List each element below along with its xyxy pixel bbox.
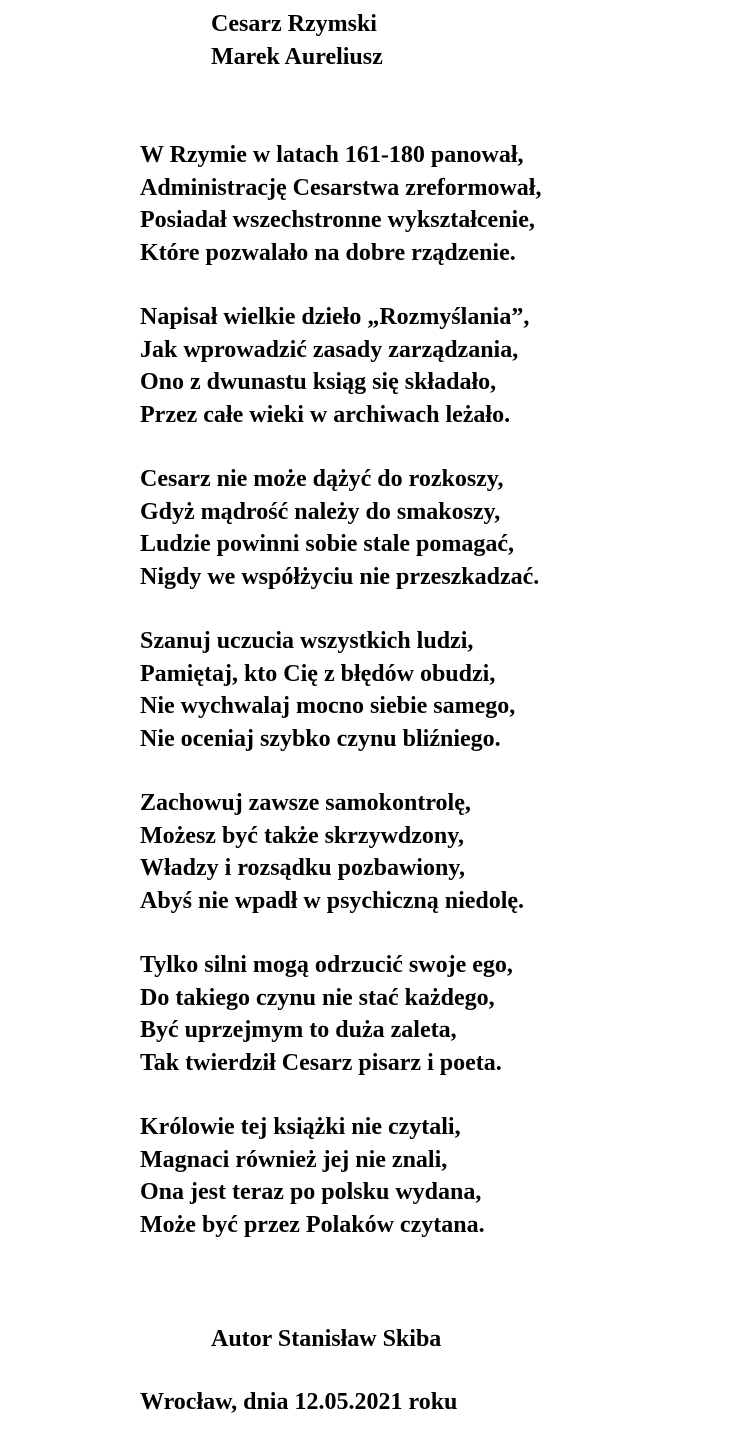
place-and-date: Wrocław, dnia 12.05.2021 roku (140, 1389, 458, 1415)
verse-line: Być uprzejmym to duża zaleta, (140, 1017, 457, 1043)
stanza-7 (140, 1111, 541, 1241)
verse-line: Posiadał wszechstronne wykształcenie, (140, 207, 535, 233)
verse-line: Ludzie powinni sobie stale pomagać, (140, 531, 515, 557)
subtitle-line: Marek Aureliusz (211, 44, 383, 70)
poem-body (140, 139, 541, 1273)
stanza-1 (140, 139, 541, 269)
poem-title (211, 8, 383, 74)
verse-line: Nie oceniaj szybko czynu bliźniego. (140, 725, 501, 752)
stanza-2 (140, 301, 541, 431)
verse-line: Magnaci również jej nie znali, (140, 1146, 448, 1173)
verse-line: Gdyż mądrość należy do smakoszy, (140, 498, 501, 525)
verse-line: Pamiętaj, kto Cię z błędów obudzi, (140, 660, 496, 687)
verse-line: W Rzymie w latach 161-180 panował, (140, 142, 524, 168)
verse-line: Do takiego czynu nie stać każdego, (140, 984, 495, 1011)
author-signature: Autor Stanisław Skiba (211, 1326, 442, 1352)
verse-line: Które pozwalało na dobre rządzenie. (140, 239, 516, 266)
verse-line: Możesz być także skrzywdzony, (140, 822, 464, 849)
verse-line: Administrację Cesarstwa zreformował, (140, 174, 542, 201)
verse-line: Cesarz nie może dążyć do rozkoszy, (140, 466, 504, 492)
verse-line: Napisał wielkie dzieło „Rozmyślania”, (140, 304, 530, 330)
verse-line: Abyś nie wpadł w psychiczną niedolę. (140, 887, 525, 914)
verse-line: Ono z dwunastu ksiąg się składało, (140, 369, 497, 395)
stanza-3 (140, 463, 541, 593)
stanza-4 (140, 625, 541, 755)
verse-line: Przez całe wieki w archiwach leżało. (140, 401, 511, 428)
verse-line: Tak twierdził Cesarz pisarz i poeta. (140, 1049, 502, 1076)
verse-line: Szanuj uczucia wszystkich ludzi, (140, 628, 474, 654)
stanza-6 (140, 949, 541, 1079)
verse-line: Królowie tej książki nie czytali, (140, 1114, 461, 1140)
verse-line: Jak wprowadzić zasady zarządzania, (140, 336, 519, 363)
verse-line: Władzy i rozsądku pozbawiony, (140, 855, 465, 881)
verse-line: Tylko silni mogą odrzucić swoje ego, (140, 952, 513, 978)
stanza-5 (140, 787, 541, 917)
verse-line: Ona jest teraz po polsku wydana, (140, 1179, 482, 1205)
verse-line: Może być przez Polaków czytana. (140, 1211, 485, 1238)
title-line: Cesarz Rzymski (211, 11, 377, 37)
verse-line: Nigdy we współżyciu nie przeszkadzać. (140, 563, 540, 590)
verse-line: Zachowuj zawsze samokontrolę, (140, 790, 471, 816)
verse-line: Nie wychwalaj mocno siebie samego, (140, 693, 516, 719)
